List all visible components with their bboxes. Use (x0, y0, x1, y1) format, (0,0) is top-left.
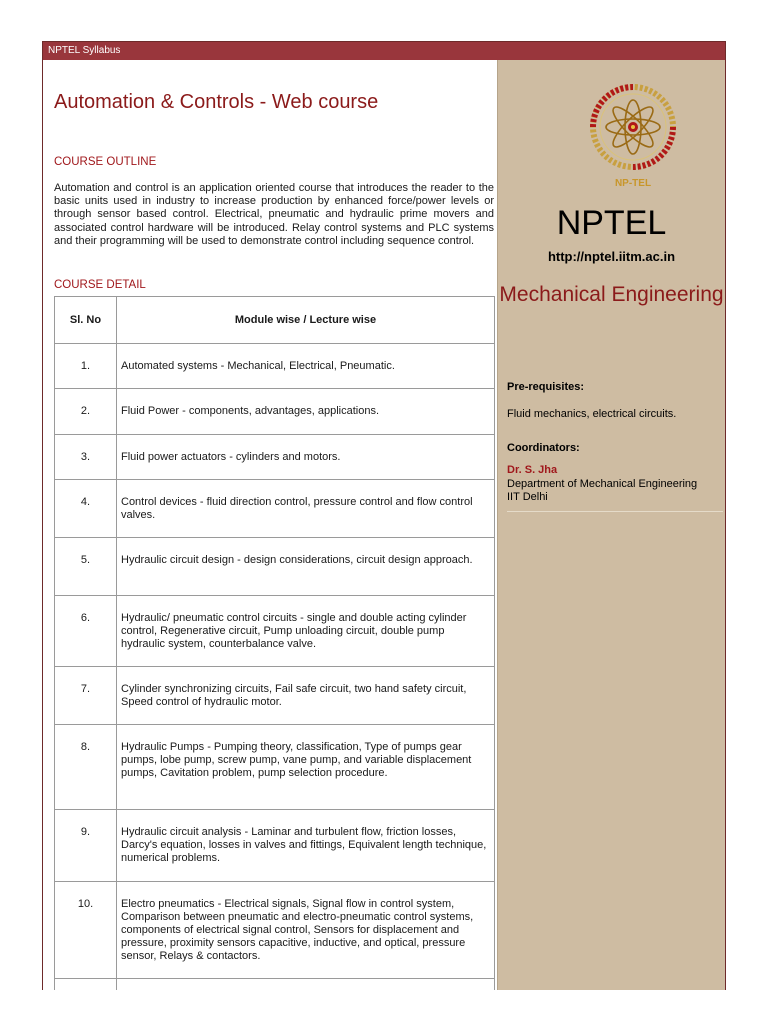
page-frame (42, 41, 726, 990)
site-url-link[interactable]: http://nptel.iitm.ac.in (547, 249, 676, 264)
sidebar (497, 60, 725, 990)
course-detail-table (54, 296, 495, 990)
coordinator-department: Department of Mechanical Engineering (507, 478, 698, 490)
row-description (117, 979, 495, 991)
table-row (55, 344, 495, 389)
row-number: 3. (55, 435, 117, 480)
table-row (55, 725, 495, 810)
row-number: 2. (55, 389, 117, 435)
table-row (55, 979, 495, 991)
table-row (55, 389, 495, 435)
table-header-row (55, 297, 495, 344)
table-row (55, 435, 495, 480)
course-outline-heading: COURSE OUTLINE (54, 156, 157, 168)
table-row (55, 596, 495, 667)
coordinator-name: Dr. S. Jha (507, 464, 558, 476)
table-row (55, 538, 495, 596)
brand-name: NPTEL (556, 204, 667, 242)
row-number: 10. (55, 882, 117, 979)
row-number (55, 979, 117, 991)
row-number: 6. (55, 596, 117, 667)
row-number: 4. (55, 480, 117, 538)
nptel-logo-icon (588, 80, 678, 192)
sidebar-divider (507, 511, 723, 512)
top-bar (43, 42, 725, 60)
main-content (43, 60, 497, 990)
course-outline-text: Automation and control is an application oriented course that introduces the reader to the basic units used in industry to increase production by enhanced force/power levels or through sensor based control. Electrical, pneumatic and hydraulic prime movers and associated control hardware will be introduced. Relay control systems and PLC systems and their programming will be used to demonstrate control including sequence control. (54, 182, 494, 247)
row-description: Hydraulic Pumps - Pumping theory, classification, Type of pumps gear pumps, lobe pump, screw pump, vane pump, and variable displacement pumps, Cavitation problem, pump selection procedure. (117, 725, 495, 810)
row-number: 1. (55, 344, 117, 389)
sl-no-header: Sl. No (55, 297, 117, 344)
top-bar-label: NPTEL Syllabus (48, 45, 121, 56)
row-description: Control devices - fluid direction control, pressure control and flow control valves. (117, 480, 495, 538)
row-number: 8. (55, 725, 117, 810)
row-description: Cylinder synchronizing circuits, Fail safe circuit, two hand safety circuit, Speed control of hydraulic motor. (117, 667, 495, 725)
prerequisites-label: Pre-requisites: (507, 381, 585, 393)
row-description: Hydraulic circuit design - design considerations, circuit design approach. (117, 538, 495, 596)
course-title: Automation & Controls - Web course (54, 91, 379, 113)
coordinators-label: Coordinators: (507, 442, 580, 454)
table-row (55, 810, 495, 882)
row-number: 7. (55, 667, 117, 725)
row-description: Hydraulic/ pneumatic control circuits - single and double acting cylinder control, Regenerative circuit, Pump unloading circuit, double pump hydraulic system, counterbalance valve. (117, 596, 495, 667)
row-description: Fluid Power - components, advantages, applications. (117, 389, 495, 435)
row-number: 5. (55, 538, 117, 596)
module-header: Module wise / Lecture wise (117, 297, 495, 344)
department-title: Mechanical Engineering (499, 283, 724, 306)
prerequisites-text: Fluid mechanics, electrical circuits. (507, 408, 677, 420)
row-description: Fluid power actuators - cylinders and motors. (117, 435, 495, 480)
table-row (55, 667, 495, 725)
course-detail-heading: COURSE DETAIL (54, 279, 146, 291)
table-row (55, 882, 495, 979)
coordinator-institute: IIT Delhi (507, 491, 548, 503)
table-row (55, 480, 495, 538)
row-description: Automated systems - Mechanical, Electrical, Pneumatic. (117, 344, 495, 389)
logo-text: NP-TEL (614, 178, 652, 189)
row-description: Hydraulic circuit analysis - Laminar and turbulent flow, friction losses, Darcy's equation, losses in valves and fittings, Equivalent length technique, numerical problems. (117, 810, 495, 882)
row-number: 9. (55, 810, 117, 882)
row-description: Electro pneumatics - Electrical signals, Signal flow in control system, Comparison between pneumatic and electro-pneumatic control systems, components of electrical signal control, Sensors for displacement and pressure, proximity sensors capacitive, inductive, and optical, pressure sensor, Relays & contactors. (117, 882, 495, 979)
